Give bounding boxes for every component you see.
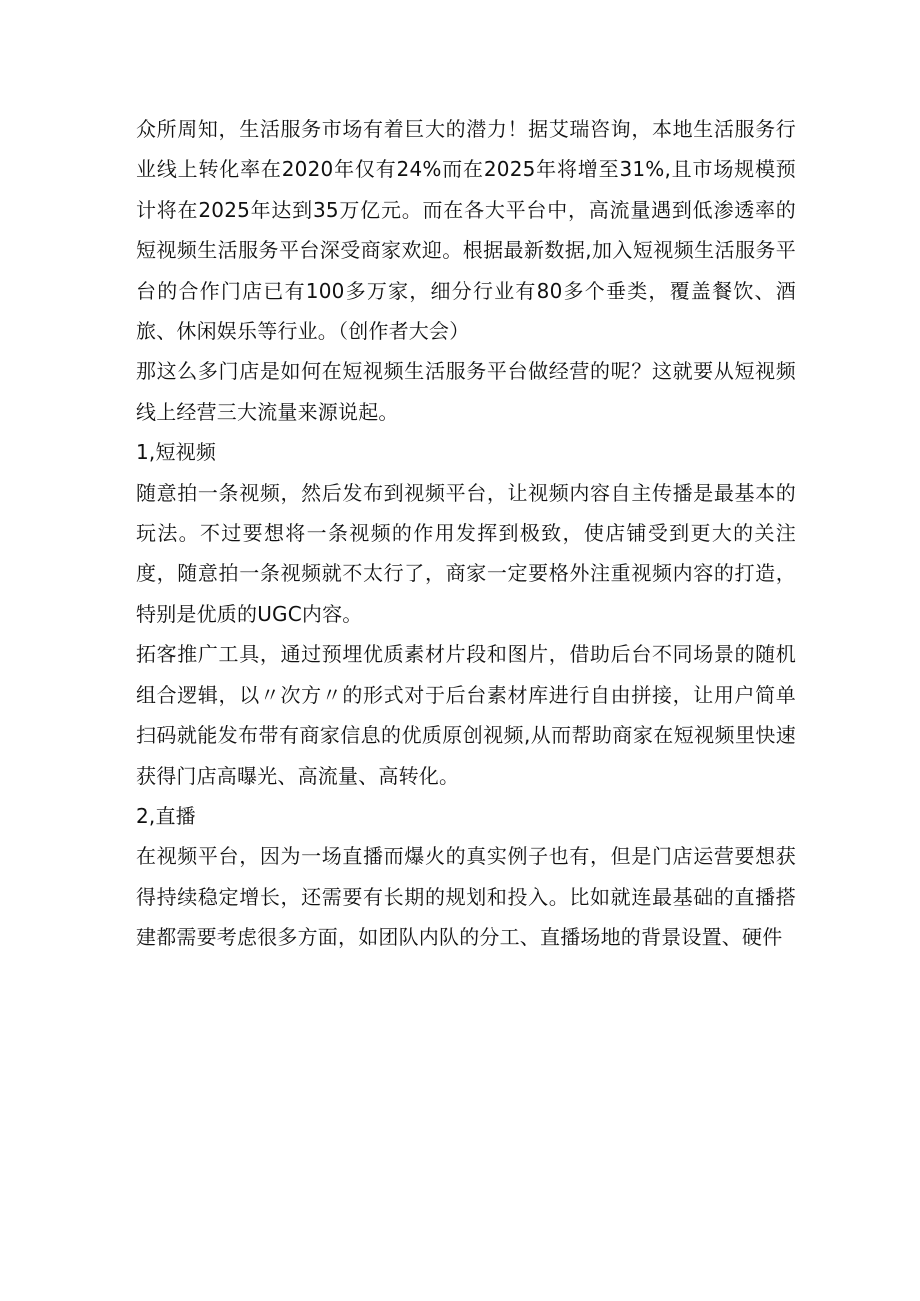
transition-paragraph: 那这么多门店是如何在短视频生活服务平台做经营的呢？这就要从短视频线上经营三大流量来源说起。 (136, 359, 796, 424)
section-heading-live-stream: 2,直播 (136, 803, 196, 828)
short-video-paragraph-1: 随意拍一条视频，然后发布到视频平台，让视频内容自主传播是最基本的玩法。不过要想将一条视频的作用发挥到极致，使店铺受到更大的关注度，随意拍一条视频就不太行了，商家一定要格外注重视频内容的打造，特别是优质的UGC内容。 (136, 480, 796, 626)
section-heading-short-video: 1,短视频 (136, 440, 217, 465)
live-stream-paragraph-1: 在视频平台，因为一场直播而爆火的真实例子也有，但是门店运营要想获得持续稳定增长，还需要有长期的规划和投入。比如就连最基础的直播搭建都需要考虑很多方面，如团队内队的分工、直播场地的背景设置、硬件 (136, 844, 796, 950)
document-body (136, 109, 796, 958)
intro-paragraph: 众所周知，生活服务市场有着巨大的潜力！据艾瑞咨询，本地生活服务行业线上转化率在2020年仅有24%而在2025年将增至31%,且市场规模预计将在2025年达到35万亿元。而在各大平台中，高流量遇到低渗透率的短视频生活服务平台深受商家欢迎。根据最新数据,加入短视频生活服务平台的合作门店已有100多万家，细分行业有80多个垂类，覆盖餐饮、酒旅、休闲娱乐等行业。（创作者大会） (136, 117, 796, 344)
short-video-paragraph-2: 拓客推广工具，通过预埋优质素材片段和图片，借助后台不同场景的随机组合逻辑，以〃次方〃的形式对于后台素材库进行自由拼接，让用户简单扫码就能发布带有商家信息的优质原创视频,从而帮助商家在短视频里快速获得门店高曝光、高流量、高转化。 (136, 642, 796, 788)
